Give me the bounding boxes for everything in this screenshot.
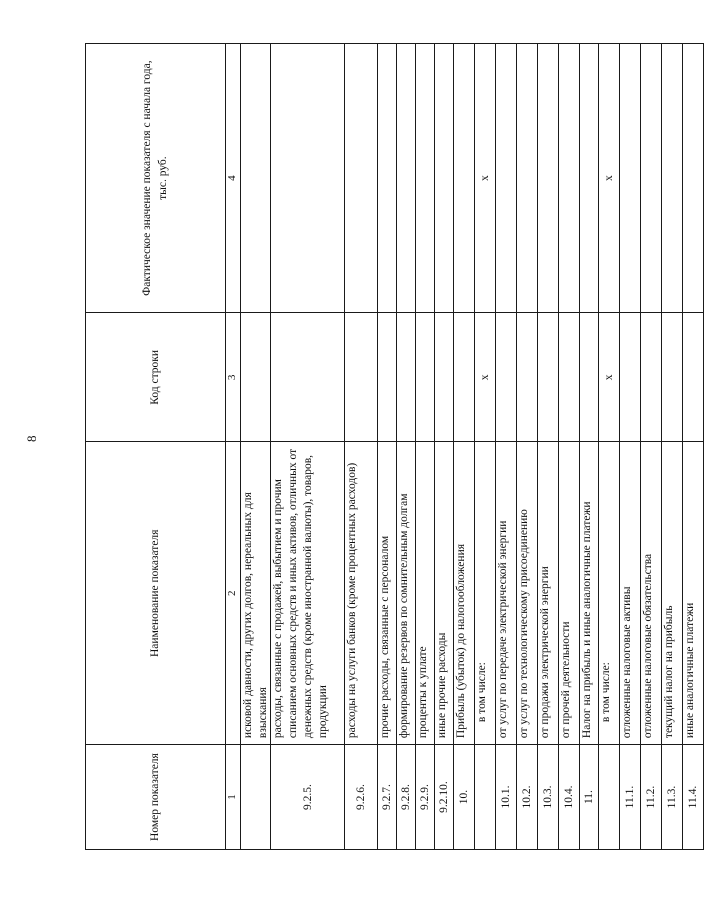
table-row	[397, 44, 416, 850]
table-row	[662, 44, 683, 850]
row-number: 11.	[580, 745, 599, 850]
header-number: Номер показателя	[86, 745, 226, 850]
row-number: 10.4.	[559, 745, 580, 850]
table-header-row	[86, 44, 226, 850]
row-code	[496, 313, 517, 442]
row-code	[454, 313, 475, 442]
header-name: Наименование показателя	[86, 442, 226, 745]
row-number	[475, 745, 496, 850]
row-number: 10.	[454, 745, 475, 850]
row-value	[559, 44, 580, 313]
table-row	[496, 44, 517, 850]
row-number	[599, 745, 620, 850]
row-value	[435, 44, 454, 313]
row-value	[416, 44, 435, 313]
table-row	[599, 44, 620, 850]
table-row	[538, 44, 559, 850]
row-number: 10.2.	[517, 745, 538, 850]
row-name: в том числе:	[599, 442, 620, 745]
row-code	[662, 313, 683, 442]
row-value	[620, 44, 641, 313]
row-name: прочие расходы, связанные с персоналом	[378, 442, 397, 745]
row-number: 10.3.	[538, 745, 559, 850]
row-code	[559, 313, 580, 442]
row-code	[538, 313, 559, 442]
row-value	[641, 44, 662, 313]
rotated-table-wrapper	[85, 43, 700, 850]
table-row	[641, 44, 662, 850]
row-value	[271, 44, 345, 313]
row-value: x	[475, 44, 496, 313]
table-row	[416, 44, 435, 850]
indicators-table	[85, 43, 704, 850]
row-code	[271, 313, 345, 442]
row-code	[620, 313, 641, 442]
page-number: 8	[24, 435, 39, 442]
table-row	[378, 44, 397, 850]
row-value	[345, 44, 378, 313]
table-row	[271, 44, 345, 850]
row-value	[517, 44, 538, 313]
row-name: в том числе:	[475, 442, 496, 745]
row-name: от прочей деятельности	[559, 442, 580, 745]
row-code: x	[475, 313, 496, 442]
row-name: иные аналогичные платежи	[683, 442, 704, 745]
row-name: формирование резервов по сомнительным долгам	[397, 442, 416, 745]
row-name: текущий налог на прибыль	[662, 442, 683, 745]
row-code	[241, 313, 271, 442]
row-name: отложенные налоговые активы	[620, 442, 641, 745]
row-value	[580, 44, 599, 313]
row-number: 11.4.	[683, 745, 704, 850]
row-number: 11.1.	[620, 745, 641, 850]
row-name: проценты к уплате	[416, 442, 435, 745]
row-code	[378, 313, 397, 442]
row-code	[517, 313, 538, 442]
row-value	[496, 44, 517, 313]
table-row	[559, 44, 580, 850]
column-index: 1	[226, 745, 241, 850]
row-value	[683, 44, 704, 313]
row-value	[378, 44, 397, 313]
column-index-row	[226, 44, 241, 850]
row-value	[454, 44, 475, 313]
row-value: x	[599, 44, 620, 313]
table-row	[454, 44, 475, 850]
row-name: иные прочие расходы	[435, 442, 454, 745]
row-name: от услуг по технологическому присоединению	[517, 442, 538, 745]
table-row	[620, 44, 641, 850]
header-value: Фактическое значение показателя с начала года, тыс. руб.	[86, 44, 226, 313]
table-row	[517, 44, 538, 850]
row-code	[641, 313, 662, 442]
header-code: Код строки	[86, 313, 226, 442]
row-name: отложенные налоговые обязательства	[641, 442, 662, 745]
row-number: 9.2.5.	[271, 745, 345, 850]
row-name: расходы, связанные с продажей, выбытием и прочим списанием основных средств и иных активов, отличных от денежных средств (кроме иностранной валюты), товаров, продукции	[271, 442, 345, 745]
row-value	[397, 44, 416, 313]
row-code	[345, 313, 378, 442]
row-name: расходы на услуги банков (кроме процентных расходов)	[345, 442, 378, 745]
table-row	[241, 44, 271, 850]
row-number: 9.2.10.	[435, 745, 454, 850]
column-index: 4	[226, 44, 241, 313]
column-index: 3	[226, 313, 241, 442]
table-row	[435, 44, 454, 850]
row-name: Налог на прибыль и иные аналогичные платежи	[580, 442, 599, 745]
row-value	[662, 44, 683, 313]
row-code	[580, 313, 599, 442]
row-name: исковой давности, других долгов, нереальных для взыскания	[241, 442, 271, 745]
table-row	[475, 44, 496, 850]
row-number: 9.2.9.	[416, 745, 435, 850]
row-name: от услуг по передаче электрической энергии	[496, 442, 517, 745]
row-code	[683, 313, 704, 442]
row-number: 11.3.	[662, 745, 683, 850]
row-number: 9.2.6.	[345, 745, 378, 850]
row-number: 9.2.8.	[397, 745, 416, 850]
row-code	[435, 313, 454, 442]
table-row	[345, 44, 378, 850]
row-number: 9.2.7.	[378, 745, 397, 850]
table-row	[580, 44, 599, 850]
row-number: 11.2.	[641, 745, 662, 850]
column-index: 2	[226, 442, 241, 745]
row-code: x	[599, 313, 620, 442]
row-name: Прибыль (убыток) до налогообложения	[454, 442, 475, 745]
row-number	[241, 745, 271, 850]
row-code	[416, 313, 435, 442]
row-value	[538, 44, 559, 313]
row-code	[397, 313, 416, 442]
row-value	[241, 44, 271, 313]
table-row	[683, 44, 704, 850]
row-name: от продажи электрической энергии	[538, 442, 559, 745]
row-number: 10.1.	[496, 745, 517, 850]
